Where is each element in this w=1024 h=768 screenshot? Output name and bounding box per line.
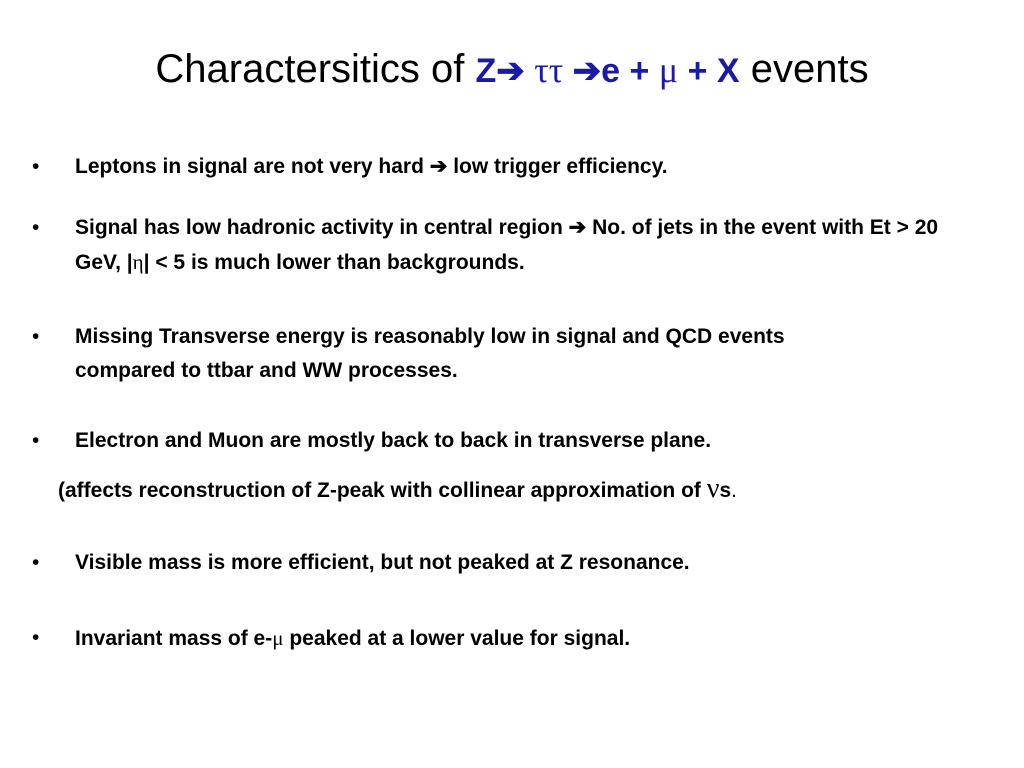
bullet-text-part: No. of jets in the event with Et > 20 GeV, | — [75, 216, 939, 274]
title-plus: + — [629, 52, 650, 90]
bullet-marker: • — [32, 325, 40, 348]
bullet-text: Visible mass is more efficient, but not peaked at Z resonance. — [75, 551, 690, 574]
bullet-text-part: peaked at a lower value for signal. — [283, 627, 631, 650]
right-arrow-icon: ➔ — [429, 155, 448, 178]
bullet-text: Electron and Muon are mostly back to back in transverse plane. — [75, 429, 712, 452]
note-text-part: s — [719, 479, 732, 502]
bullet-marker: • — [32, 216, 40, 239]
mu-symbol: μ — [272, 626, 284, 650]
slide-title — [0, 42, 1024, 98]
right-arrow-icon: ➔ — [568, 216, 587, 239]
bullet-text — [75, 621, 955, 656]
bullet-text-part: Leptons in signal are not very hard — [75, 155, 424, 178]
title-formula — [476, 52, 740, 90]
title-plus: + — [687, 52, 708, 90]
nu-symbol: ν — [706, 473, 720, 504]
note-text-part: . — [731, 479, 737, 502]
note-text-part: (affects reconstruction of Z-peak with collinear approximation of — [58, 479, 707, 502]
title-suffix: events — [750, 47, 869, 91]
eta-symbol: η — [132, 250, 144, 274]
bullet-marker: • — [32, 155, 40, 178]
bullet-text — [75, 150, 955, 184]
bullet-text: Missing Transverse energy is reasonably low in signal and QCD events compared to ttbar and WW processes. — [75, 325, 785, 382]
title-z: Z — [475, 52, 497, 90]
title-e: e — [601, 52, 621, 90]
title-mu: μ — [658, 50, 679, 90]
bullet-text-part: Invariant mass of e- — [75, 627, 273, 650]
title-tautau: ττ — [534, 50, 564, 90]
right-arrow-icon: ➔ — [496, 52, 525, 90]
bullet-text-part: | < 5 is much lower than backgrounds. — [143, 251, 525, 274]
right-arrow-icon: ➔ — [572, 52, 602, 90]
bullet-marker: • — [32, 626, 40, 649]
title-x: X — [716, 52, 740, 90]
bullet-text-part: low trigger efficiency. — [453, 155, 668, 178]
bullet-note — [58, 472, 958, 508]
title-prefix: Charactersitics of — [155, 47, 465, 91]
bullet-marker: • — [32, 551, 40, 574]
bullet-marker: • — [32, 429, 40, 452]
bullet-text-part: Signal has low hadronic activity in central region — [75, 216, 563, 239]
bullet-text — [75, 211, 955, 280]
